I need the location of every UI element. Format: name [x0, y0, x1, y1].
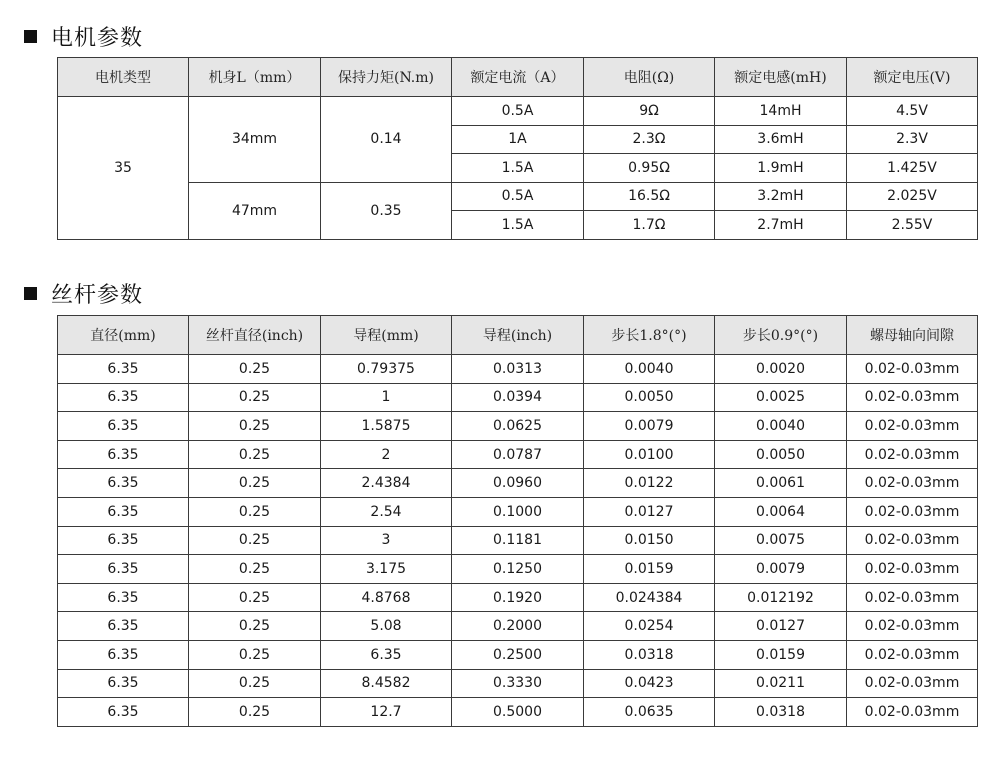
table-cell: 0.0150	[584, 526, 715, 555]
table-cell: 2.4384	[321, 469, 452, 498]
table-cell: 0.25	[189, 469, 321, 498]
table-cell: 1.425V	[847, 154, 978, 183]
table-cell: 0.79375	[321, 355, 452, 384]
table-cell: 0.02-0.03mm	[847, 383, 978, 412]
lead-screw-parameters-table	[57, 315, 978, 727]
table-cell: 0.02-0.03mm	[847, 583, 978, 612]
table-cell: 3.6mH	[715, 125, 847, 154]
table-cell: 2.025V	[847, 182, 978, 211]
table-cell: 0.1250	[452, 555, 584, 584]
header-diameter-mm: 直径(mm)	[58, 316, 189, 355]
table-cell: 0.02-0.03mm	[847, 640, 978, 669]
table-cell: 2.3V	[847, 125, 978, 154]
table-row	[58, 97, 978, 126]
table-cell: 12.7	[321, 698, 452, 727]
table-row	[58, 412, 978, 441]
table-cell: 6.35	[58, 669, 189, 698]
header-diameter-inch: 丝杆直径(inch)	[189, 316, 321, 355]
header-body-length: 机身L（mm）	[189, 58, 321, 97]
table-cell: 0.25	[189, 640, 321, 669]
table-cell: 3	[321, 526, 452, 555]
table-cell: 0.0100	[584, 440, 715, 469]
table-cell: 0.02-0.03mm	[847, 412, 978, 441]
table-cell: 0.02-0.03mm	[847, 669, 978, 698]
table-cell: 1A	[452, 125, 584, 154]
table-row	[58, 182, 978, 211]
table-cell: 0.0625	[452, 412, 584, 441]
table-row	[58, 355, 978, 384]
square-bullet-icon	[24, 30, 37, 43]
table-header-row	[58, 316, 978, 355]
table-cell: 0.0318	[715, 698, 847, 727]
table-cell: 0.5000	[452, 698, 584, 727]
header-lead-inch: 导程(inch)	[452, 316, 584, 355]
table-cell: 0.0040	[584, 355, 715, 384]
motor-type-cell: 35	[58, 97, 189, 240]
table-row	[58, 698, 978, 727]
table-cell: 0.0064	[715, 497, 847, 526]
header-resistance: 电阻(Ω)	[584, 58, 715, 97]
table-cell: 2	[321, 440, 452, 469]
table-cell: 0.0061	[715, 469, 847, 498]
holding-torque-cell: 0.14	[321, 97, 452, 183]
table-cell: 0.5A	[452, 97, 584, 126]
table-cell: 0.2000	[452, 612, 584, 641]
table-cell: 6.35	[58, 526, 189, 555]
table-cell: 0.0079	[715, 555, 847, 584]
table-cell: 0.25	[189, 412, 321, 441]
motor-parameters-table	[57, 57, 978, 240]
header-holding-torque: 保持力矩(N.m)	[321, 58, 452, 97]
table-cell: 0.012192	[715, 583, 847, 612]
table-cell: 2.3Ω	[584, 125, 715, 154]
table-cell: 6.35	[58, 698, 189, 727]
table-cell: 8.4582	[321, 669, 452, 698]
table-cell: 0.0423	[584, 669, 715, 698]
table-cell: 0.25	[189, 383, 321, 412]
table-cell: 0.0254	[584, 612, 715, 641]
screw-section-heading	[24, 278, 143, 308]
table-cell: 14mH	[715, 97, 847, 126]
table-row	[58, 383, 978, 412]
table-cell: 1.7Ω	[584, 211, 715, 240]
table-row	[58, 497, 978, 526]
table-cell: 6.35	[58, 555, 189, 584]
table-cell: 0.25	[189, 555, 321, 584]
table-cell: 0.95Ω	[584, 154, 715, 183]
screw-section-title: 丝杆参数	[51, 282, 144, 308]
table-cell: 0.5A	[452, 182, 584, 211]
table-cell: 0.0122	[584, 469, 715, 498]
table-cell: 0.25	[189, 526, 321, 555]
table-row	[58, 469, 978, 498]
table-cell: 0.0050	[584, 383, 715, 412]
table-cell: 0.0040	[715, 412, 847, 441]
table-cell: 6.35	[58, 583, 189, 612]
body-length-cell: 34mm	[189, 97, 321, 183]
motor-section-title: 电机参数	[51, 25, 144, 51]
table-cell: 0.02-0.03mm	[847, 612, 978, 641]
square-bullet-icon	[24, 287, 37, 300]
table-row	[58, 526, 978, 555]
table-cell: 1.5A	[452, 154, 584, 183]
table-cell: 9Ω	[584, 97, 715, 126]
table-cell: 6.35	[321, 640, 452, 669]
table-cell: 6.35	[58, 612, 189, 641]
body-length-cell: 47mm	[189, 182, 321, 239]
holding-torque-cell: 0.35	[321, 182, 452, 239]
table-cell: 0.02-0.03mm	[847, 555, 978, 584]
table-cell: 0.0635	[584, 698, 715, 727]
table-cell: 6.35	[58, 497, 189, 526]
table-cell: 1.5875	[321, 412, 452, 441]
table-cell: 0.0127	[584, 497, 715, 526]
table-cell: 0.02-0.03mm	[847, 440, 978, 469]
table-cell: 0.02-0.03mm	[847, 469, 978, 498]
table-cell: 1.5A	[452, 211, 584, 240]
table-cell: 0.0313	[452, 355, 584, 384]
table-row	[58, 440, 978, 469]
table-cell: 0.02-0.03mm	[847, 497, 978, 526]
table-cell: 0.2500	[452, 640, 584, 669]
table-cell: 0.0394	[452, 383, 584, 412]
table-cell: 0.0050	[715, 440, 847, 469]
table-row	[58, 583, 978, 612]
table-cell: 0.3330	[452, 669, 584, 698]
table-row	[58, 555, 978, 584]
table-cell: 0.25	[189, 440, 321, 469]
table-cell: 1	[321, 383, 452, 412]
table-cell: 0.0211	[715, 669, 847, 698]
table-cell: 0.02-0.03mm	[847, 355, 978, 384]
table-cell: 0.0787	[452, 440, 584, 469]
header-rated-voltage: 额定电压(V)	[847, 58, 978, 97]
header-inductance: 额定电感(mH)	[715, 58, 847, 97]
screw-table-body	[58, 355, 978, 727]
motor-section-heading	[24, 21, 143, 51]
table-cell: 6.35	[58, 469, 189, 498]
table-cell: 6.35	[58, 640, 189, 669]
table-cell: 0.02-0.03mm	[847, 698, 978, 727]
table-cell: 0.0159	[584, 555, 715, 584]
table-cell: 0.0960	[452, 469, 584, 498]
table-cell: 0.1181	[452, 526, 584, 555]
table-cell: 6.35	[58, 383, 189, 412]
table-cell: 0.25	[189, 497, 321, 526]
header-step-1-8: 步长1.8°(°)	[584, 316, 715, 355]
table-cell: 0.0127	[715, 612, 847, 641]
table-row	[58, 612, 978, 641]
table-cell: 2.7mH	[715, 211, 847, 240]
table-cell: 0.25	[189, 583, 321, 612]
header-rated-current: 额定电流（A）	[452, 58, 584, 97]
header-lead-mm: 导程(mm)	[321, 316, 452, 355]
table-header-row	[58, 58, 978, 97]
table-cell: 2.55V	[847, 211, 978, 240]
table-cell: 0.0075	[715, 526, 847, 555]
table-cell: 16.5Ω	[584, 182, 715, 211]
table-cell: 0.02-0.03mm	[847, 526, 978, 555]
table-cell: 0.024384	[584, 583, 715, 612]
table-cell: 6.35	[58, 355, 189, 384]
table-cell: 0.0020	[715, 355, 847, 384]
table-cell: 0.25	[189, 355, 321, 384]
header-motor-type: 电机类型	[58, 58, 189, 97]
header-nut-backlash: 螺母轴向间隙	[847, 316, 978, 355]
table-cell: 6.35	[58, 440, 189, 469]
table-cell: 4.8768	[321, 583, 452, 612]
table-cell: 3.2mH	[715, 182, 847, 211]
table-cell: 0.0079	[584, 412, 715, 441]
table-cell: 4.5V	[847, 97, 978, 126]
table-cell: 0.0159	[715, 640, 847, 669]
table-cell: 0.0025	[715, 383, 847, 412]
table-cell: 0.25	[189, 698, 321, 727]
table-cell: 0.1920	[452, 583, 584, 612]
table-cell: 3.175	[321, 555, 452, 584]
table-row	[58, 669, 978, 698]
table-cell: 0.0318	[584, 640, 715, 669]
table-row	[58, 640, 978, 669]
table-cell: 2.54	[321, 497, 452, 526]
table-cell: 0.1000	[452, 497, 584, 526]
table-cell: 6.35	[58, 412, 189, 441]
table-cell: 0.25	[189, 612, 321, 641]
header-step-0-9: 步长0.9°(°)	[715, 316, 847, 355]
table-cell: 0.25	[189, 669, 321, 698]
table-cell: 5.08	[321, 612, 452, 641]
table-cell: 1.9mH	[715, 154, 847, 183]
